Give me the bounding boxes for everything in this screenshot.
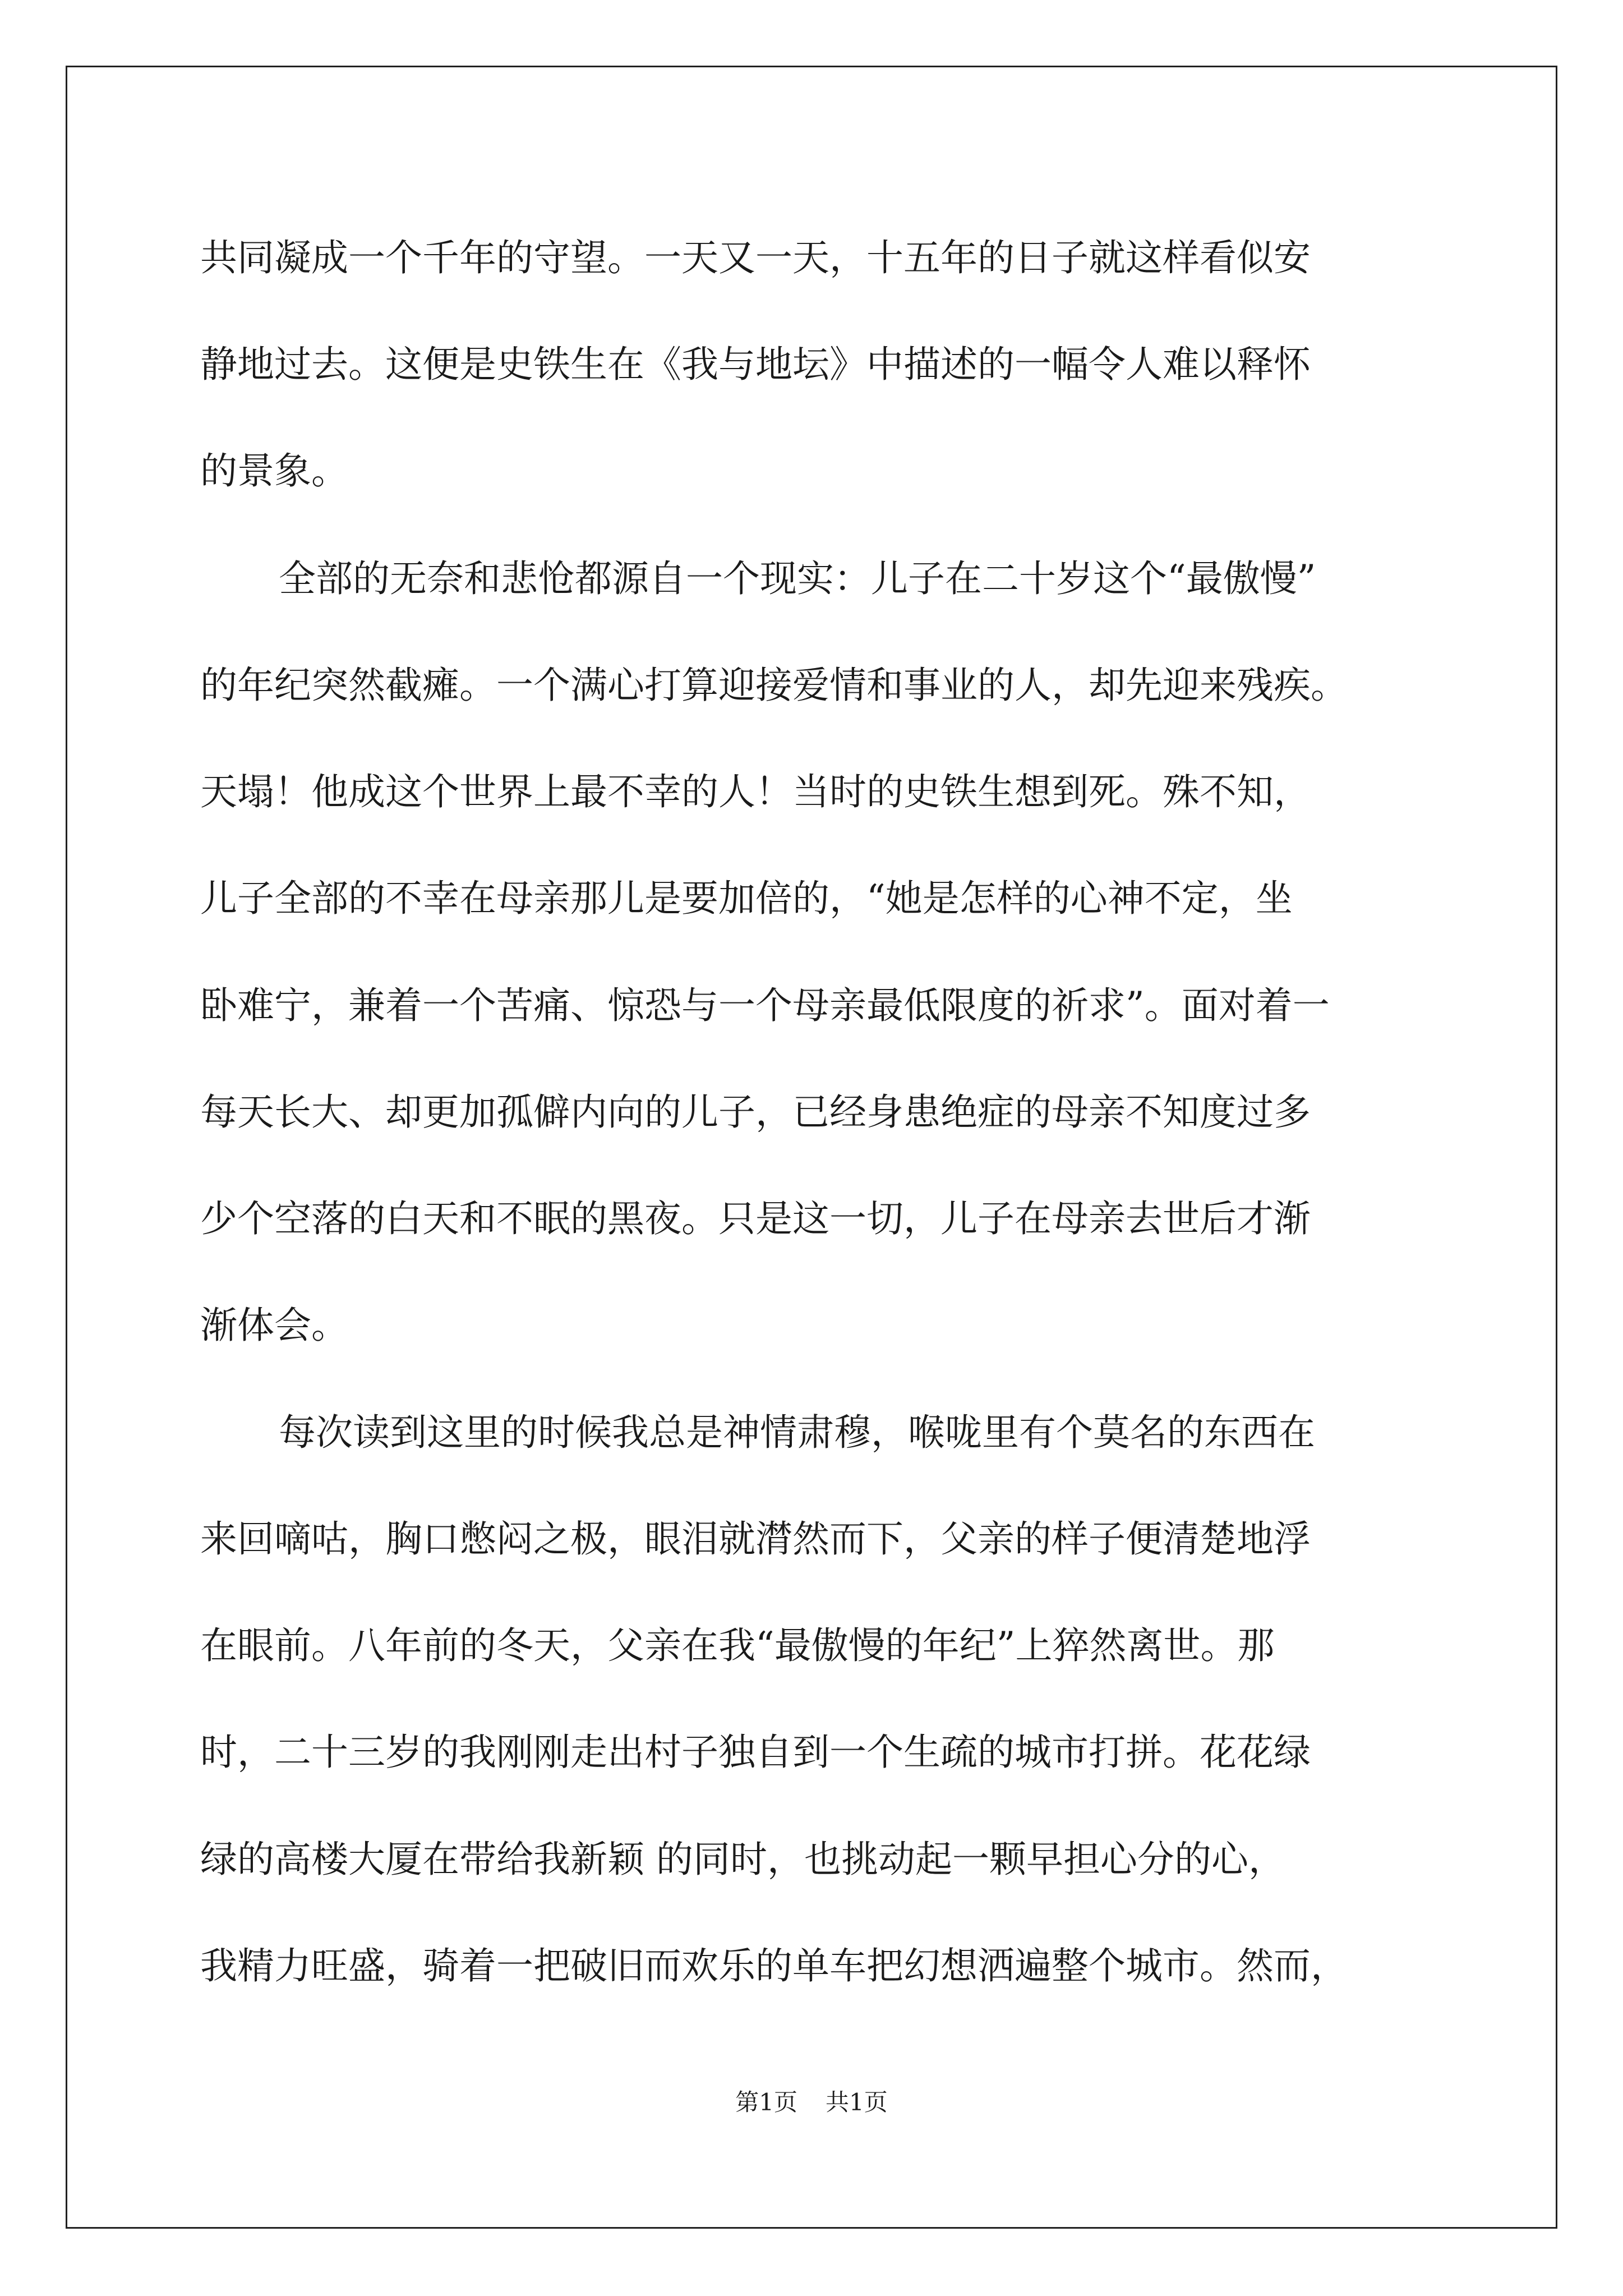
text-line: 卧难宁，兼着一个苦痛、惊恐与一个母亲最低限度的祈求”。面对着一 [200,984,1330,1027]
text-line: 儿子全部的不幸在母亲那儿是要加倍的，“她是怎样的心神不定，坐 [200,877,1293,920]
text-line: 在眼前。八年前的冬天，父亲在我“最傲慢的年纪”上猝然离世。那 [200,1624,1275,1667]
text-line: 渐体会。 [200,1304,348,1347]
page-footer [0,2086,1623,2119]
page-number-current: 第1页 [735,2088,797,2116]
text-line: 共同凝成一个千年的守望。一天又一天，十五年的日子就这样看似安 [200,236,1311,279]
page-number-total: 共1页 [826,2088,888,2116]
paragraph-first-line: 每次读到这里的时候我总是神情肃穆，喉咙里有个莫名的东西在 [279,1411,1315,1454]
text-line: 每天长大、却更加孤僻内向的儿子，已经身患绝症的母亲不知度过多 [200,1091,1311,1134]
text-line: 的年纪突然截瘫。一个满心打算迎接爱情和事业的人，却先迎来残疾。 [200,664,1348,707]
paragraph-first-line: 全部的无奈和悲怆都源自一个现实：儿子在二十岁这个“最傲慢” [279,557,1316,600]
text-line: 时，二十三岁的我刚刚走出村子独自到一个生疏的城市打拼。花花绿 [200,1731,1311,1774]
text-line: 的景象。 [200,449,348,493]
text-line: 我精力旺盛，骑着一把破旧而欢乐的单车把幻想洒遍整个城市。然而， [200,1944,1348,1987]
text-line: 天塌！他成这个世界上最不幸的人！当时的史铁生想到死。殊不知， [200,770,1311,813]
text-line: 少个空落的白天和不眠的黑夜。只是这一切，儿子在母亲去世后才渐 [200,1197,1311,1240]
text-line: 绿的高楼大厦在带给我新颖 的同时，也挑动起一颗早担心分的心， [200,1838,1285,1881]
text-line: 来回嘀咕，胸口憋闷之极，眼泪就潸然而下，父亲的样子便清楚地浮 [200,1517,1311,1561]
text-line: 静地过去。这便是史铁生在《我与地坛》中描述的一幅令人难以释怀 [200,343,1311,386]
